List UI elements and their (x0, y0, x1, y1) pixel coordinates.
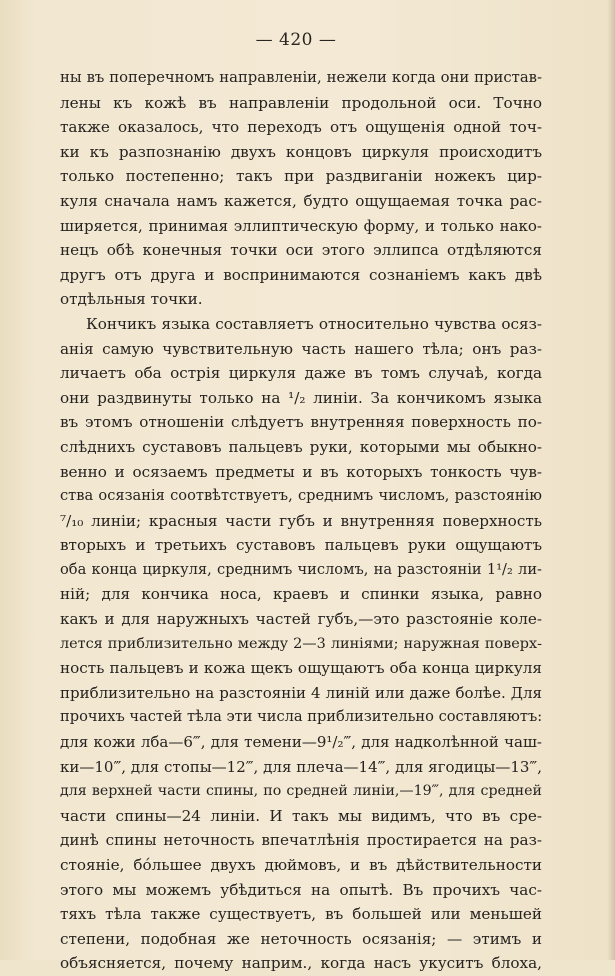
text-line: Кончикъ языка составляетъ относительно чувства осяз- (86, 314, 542, 333)
text-line: степени, подобная же неточность осязанія; — этимъ и (60, 929, 542, 948)
text-line: приблизительно на разстояніи 4 линій или даже болѣе. Для (60, 683, 542, 702)
text-line: этого мы можемъ убѣдиться на опытѣ. Въ прочихъ час- (60, 880, 542, 899)
page-text (60, 66, 542, 976)
text-line: они раздвинуты только на ¹/₂ линіи. За кончикомъ языка (60, 388, 542, 407)
text-line: для верхней части спины, по средней линіи,—19‴, для средней (60, 783, 542, 800)
text-line: ства осязанія соотвѣтствуетъ, среднимъ числомъ, разстоянію (60, 487, 542, 505)
text-line: стояніе, бóльшее двухъ дюймовъ, и въ дѣйствительности (60, 856, 542, 874)
text-line: ки къ разпознанію двухъ концовъ циркуля происходитъ (60, 142, 542, 161)
page-number: — 420 — (255, 30, 337, 50)
text-line: ность пальцевъ и кожа щекъ ощущаютъ оба конца циркуля (60, 659, 542, 678)
text-line: для кожи лба—6‴, для темени—9¹/₂‴, для надколѣнной чаш- (60, 733, 542, 752)
text-line: въ этомъ отношеніи слѣдуетъ внутренняя поверхность по- (60, 413, 542, 432)
text-line: ны въ поперечномъ направленіи, нежели когда они пристав- (60, 69, 542, 86)
text-line: ⁷/₁₀ линіи; красныя части губъ и внутренняя поверхность (60, 511, 542, 530)
text-line: слѣднихъ суставовъ пальцевъ руки, которыми мы обыкно- (60, 437, 542, 456)
text-line: венно и осязаемъ предметы и въ которыхъ тонкость чув- (60, 462, 542, 481)
text-line: нецъ обѣ конечныя точки оси этого эллипса отдѣляются (60, 241, 542, 260)
text-line: личаетъ оба острія циркуля даже въ томъ случаѣ, когда (60, 364, 542, 383)
text-line: лены къ кожѣ въ направленіи продольной оси. Точно (60, 93, 542, 112)
text-line: части спины—24 линіи. И такъ мы видимъ, что въ сре- (60, 806, 542, 825)
text-line: какъ и для наружныхъ частей губъ,—это разстояніе коле- (60, 610, 542, 629)
page-gutter-shadow (607, 0, 615, 960)
text-line: тяхъ тѣла также существуетъ, въ большей или меньшей (60, 905, 542, 924)
text-line: объясняется, почему наприм., когда насъ укуситъ блоха, (60, 954, 542, 973)
text-line: динѣ спины неточность впечатлѣнія простирается на раз- (60, 831, 542, 850)
text-line: куля сначала намъ кажется, будто ощущаемая точка рас- (60, 191, 542, 210)
text-line: отдѣльныя точки. (60, 290, 203, 309)
text-line: ширяется, принимая эллиптическую форму, и только нако- (60, 216, 542, 235)
text-line: прочихъ частей тѣла эти числа приблизительно составляютъ: (60, 708, 543, 726)
text-line: анія самую чувствительную часть нашего тѣла; онъ раз- (60, 339, 542, 358)
text-line: лется приблизительно между 2—3 линіями; наружная поверх- (60, 635, 542, 652)
text-line: только постепенно; такъ при раздвиганіи ножекъ цир- (60, 167, 542, 186)
text-line: другъ отъ друга и воспринимаются сознаніемъ какъ двѣ (60, 265, 542, 284)
text-line: также оказалось, что переходъ отъ ощущенія одной точ- (60, 118, 542, 137)
text-line: вторыхъ и третьихъ суставовъ пальцевъ руки ощущаютъ (60, 536, 542, 555)
text-line: ній; для кончика носа, краевъ и спинки языка, равно (60, 585, 542, 604)
text-line: ки—10‴, для стопы—12‴, для плеча—14‴, для ягодицы—13‴, (60, 757, 542, 776)
text-line: оба конца циркуля, среднимъ числомъ, на разстояніи 1¹/₂ ли- (60, 560, 542, 578)
